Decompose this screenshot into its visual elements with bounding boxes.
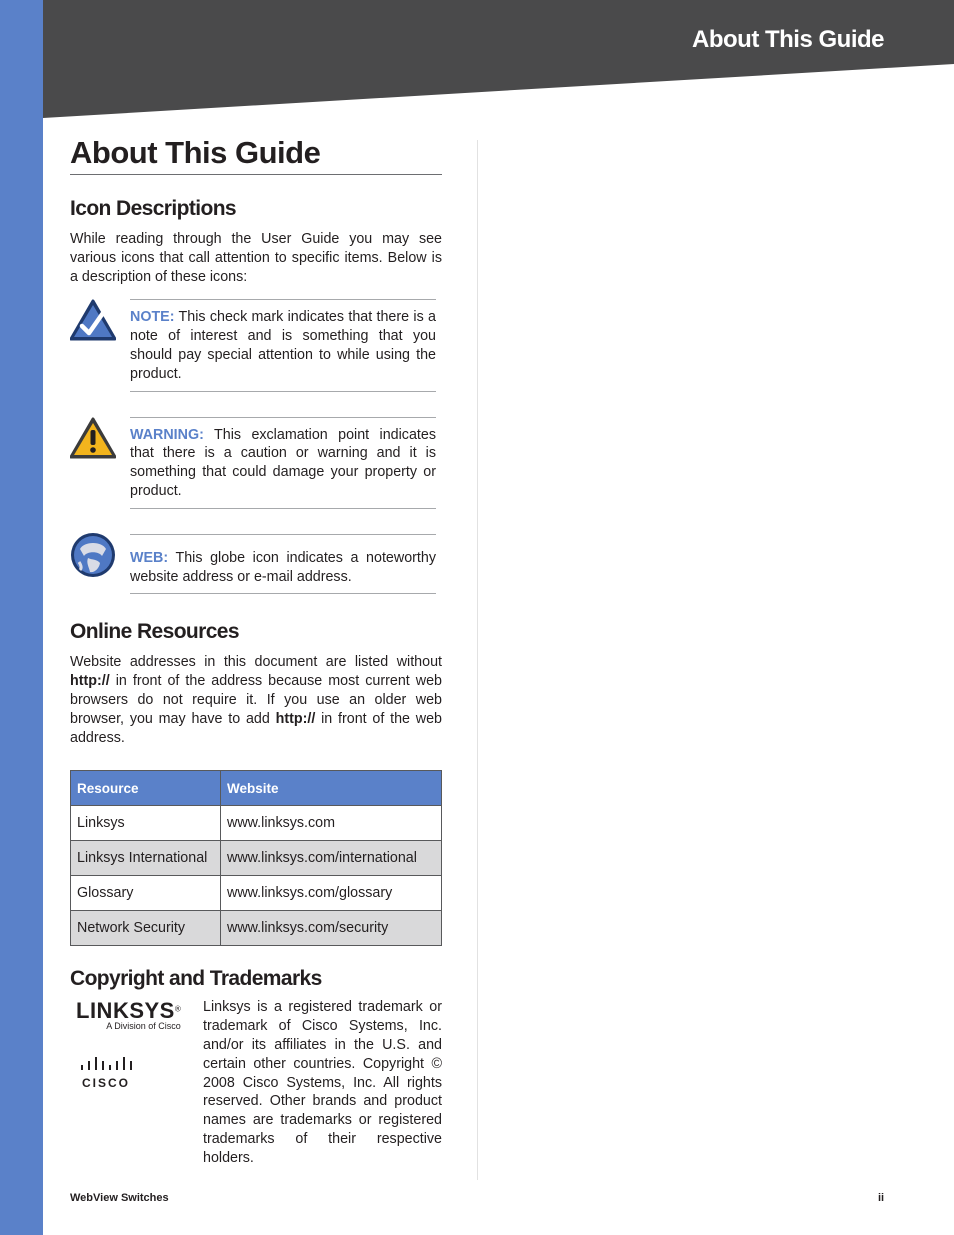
table-row [71, 876, 442, 911]
online-resources-text-2: in front of the address because most current web browsers do not require it. If you use an older web browser, you may have to add [70, 673, 442, 727]
copyright-text: Linksys is a registered trademark or trademark of Cisco Systems, Inc. and/or its affiliates in the U.S. and certain other countries. Copyright © 2008 Cisco Systems, Inc. All rights reserved. Other brands and product names are trademarks or registered trademarks of their respective holders. [203, 999, 442, 1166]
web-label: WEB: [130, 549, 169, 566]
copyright-section [70, 966, 442, 1166]
resource-cell: Network Security [71, 911, 221, 946]
web-description: This globe icon indicates a noteworthy website address or e-mail address. [130, 549, 436, 585]
online-resources-text-1: Website addresses in this document are listed without [70, 654, 442, 671]
registered-mark: ® [174, 1005, 181, 1015]
linksys-wordmark: LINKSYS [76, 998, 175, 1024]
online-resources-heading: Online Resources [70, 620, 239, 644]
note-callout [70, 299, 442, 391]
resource-cell: Glossary [71, 876, 221, 911]
note-text [130, 299, 436, 391]
copyright-body [70, 998, 442, 1166]
http-prefix-1: http:// [70, 673, 110, 690]
footer-product-name: WebView Switches [70, 1192, 169, 1204]
cisco-bars-icon [79, 1057, 133, 1071]
icon-descriptions-intro: While reading through the User Guide you may see various icons that call attention to specific items. Below is a description of these icons: [70, 231, 442, 285]
online-resources-section [70, 619, 442, 946]
header-band [43, 0, 954, 120]
website-column-header: Website [221, 771, 442, 806]
globe-icon [70, 532, 116, 578]
web-callout [70, 534, 442, 595]
http-prefix-2: http:// [275, 710, 316, 727]
footer-page-number: ii [878, 1192, 885, 1204]
web-text [130, 534, 436, 595]
check-mark-icon [70, 299, 116, 345]
website-cell: www.linksys.com [221, 806, 442, 841]
resource-cell: Linksys [71, 806, 221, 841]
resources-table [70, 770, 442, 946]
copyright-heading: Copyright and Trademarks [70, 967, 322, 991]
resource-column-header: Resource [71, 771, 221, 806]
note-description: This check mark indicates that there is a note of interest and is something that you should pay special attention to while using the product. [130, 309, 436, 382]
website-cell: www.linksys.com/glossary [221, 876, 442, 911]
side-accent-bar [0, 0, 43, 1235]
warning-callout [70, 417, 442, 509]
left-column [70, 134, 442, 1166]
warning-description: This exclamation point indicates that there is a caution or warning and it is something that could damage your property or product. [130, 426, 436, 499]
cisco-wordmark: CISCO [81, 1076, 130, 1091]
header-title: About This Guide [692, 26, 884, 53]
icon-descriptions-section [70, 196, 442, 594]
table-header-row [71, 771, 442, 806]
warning-icon [70, 417, 116, 463]
icon-descriptions-heading: Icon Descriptions [70, 197, 237, 220]
website-cell: www.linksys.com/security [221, 911, 442, 946]
note-label: NOTE: [130, 309, 175, 326]
cisco-logo [79, 1057, 133, 1090]
page-title: About This Guide [70, 134, 442, 175]
online-resources-text-3: in front of the web address. [70, 710, 442, 746]
warning-text [130, 417, 436, 509]
linksys-logo [76, 998, 181, 1031]
table-row [71, 806, 442, 841]
online-resources-text [70, 653, 442, 747]
division-text: A Division of Cisco [106, 1021, 181, 1032]
table-row [71, 841, 442, 876]
resource-cell: Linksys International [71, 841, 221, 876]
column-divider [477, 140, 478, 1180]
warning-label: WARNING: [130, 426, 204, 443]
table-row [71, 911, 442, 946]
website-cell: www.linksys.com/international [221, 841, 442, 876]
